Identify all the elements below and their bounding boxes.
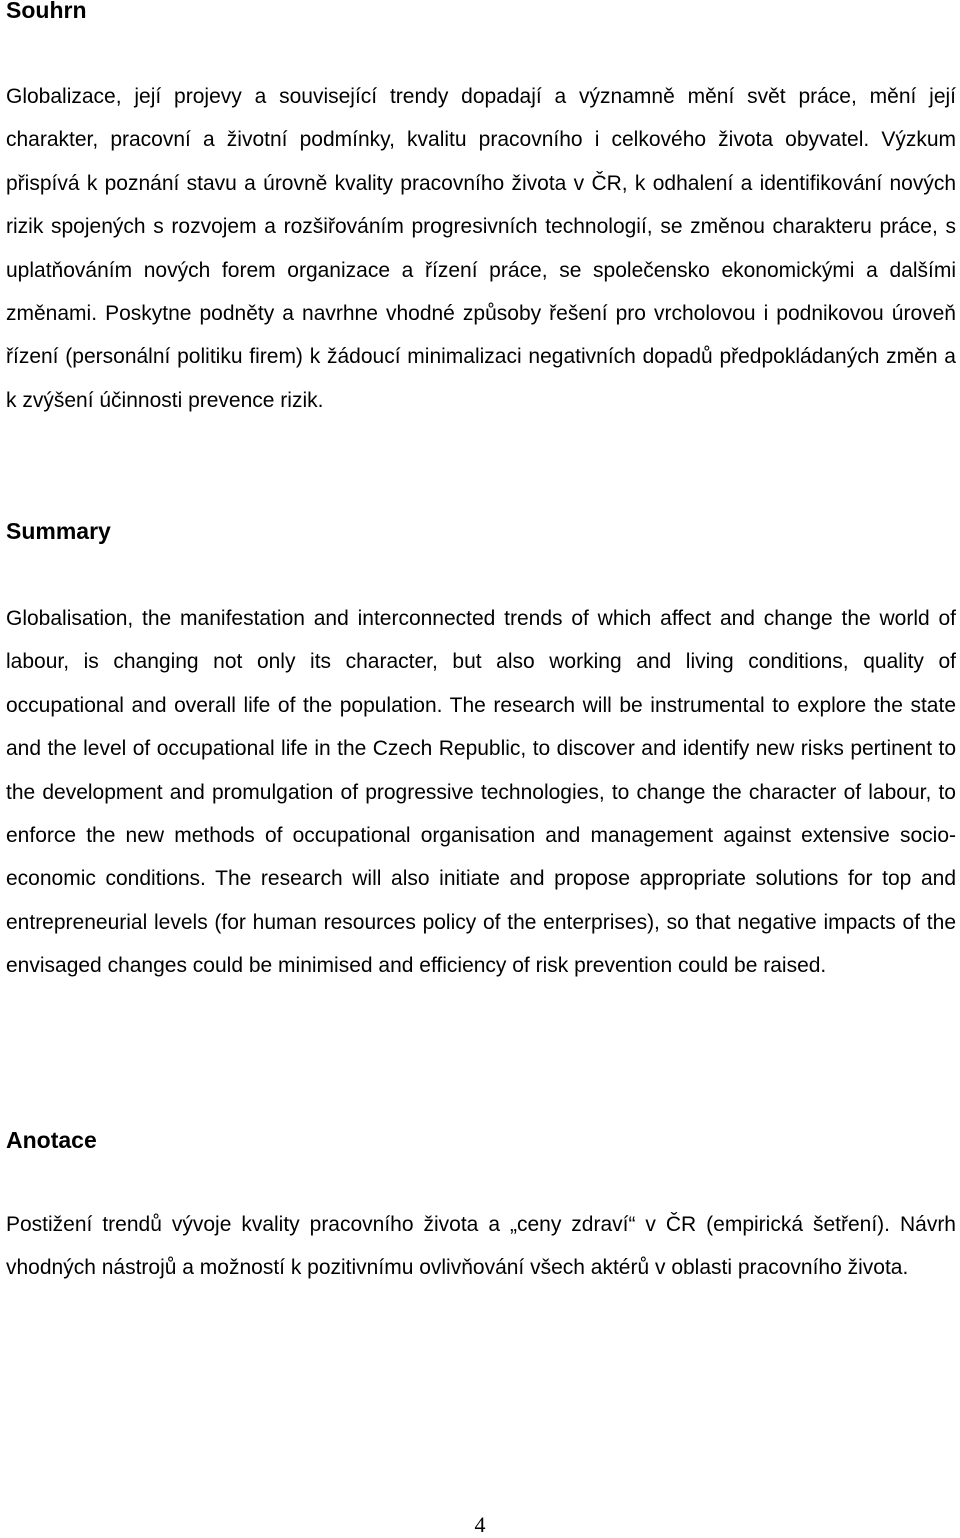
section-heading-anotace: Anotace <box>6 1127 97 1153</box>
section-heading-summary: Summary <box>6 518 111 544</box>
section-paragraph-summary: Globalisation, the manifestation and interconnected trends of which affect and change the world of labour, is changing not only its character, but also working and living conditions, quality of occupational and overall life of the population. The research will be instrumental to explore the state and the level of occupational life in the Czech Republic, to discover and identify new risks pertinent to the development and promulgation of progressive technologies, to change the character of labour, to enforce the new methods of occupational organisation and management against extensive socio-economic conditions. The research will also initiate and propose appropriate solutions for top and entrepreneurial levels (for human resources policy of the enterprises), so that negative impacts of the envisaged changes could be minimised and efficiency of risk prevention could be raised. <box>6 607 956 978</box>
section-paragraph-anotace: Postižení trendů vývoje kvality pracovního života a „ceny zdraví“ v ČR (empirická šetření). Návrh vhodných nástrojů a možností k pozitivnímu ovlivňování všech aktérů v oblasti pracovního života. <box>6 1213 956 1280</box>
page-number: 4 <box>474 1512 486 1537</box>
section-paragraph-souhrn: Globalizace, její projevy a související trendy dopadají a významně mění svět práce, mění její charakter, pracovní a životní podmínky, kvalitu pracovního i celkového života obyvatel. Výzkum přispívá k poznání stavu a úrovně kvality pracovního života v ČR, k odhalení a identifikování nových rizik spojených s rozvojem a rozšiřováním progresivních technologií, se změnou charakteru práce, s uplatňováním nových forem organizace a řízení práce, se společensko ekonomickými a dalšími změnami. Poskytne podněty a navrhne vhodné způsoby řešení pro vrcholovou i podnikovou úroveň řízení (personální politiku firem) k žádoucí minimalizaci negativních dopadů předpokládaných změn a k zvýšení účinnosti prevence rizik. <box>6 85 956 412</box>
section-heading-souhrn: Souhrn <box>6 0 87 23</box>
